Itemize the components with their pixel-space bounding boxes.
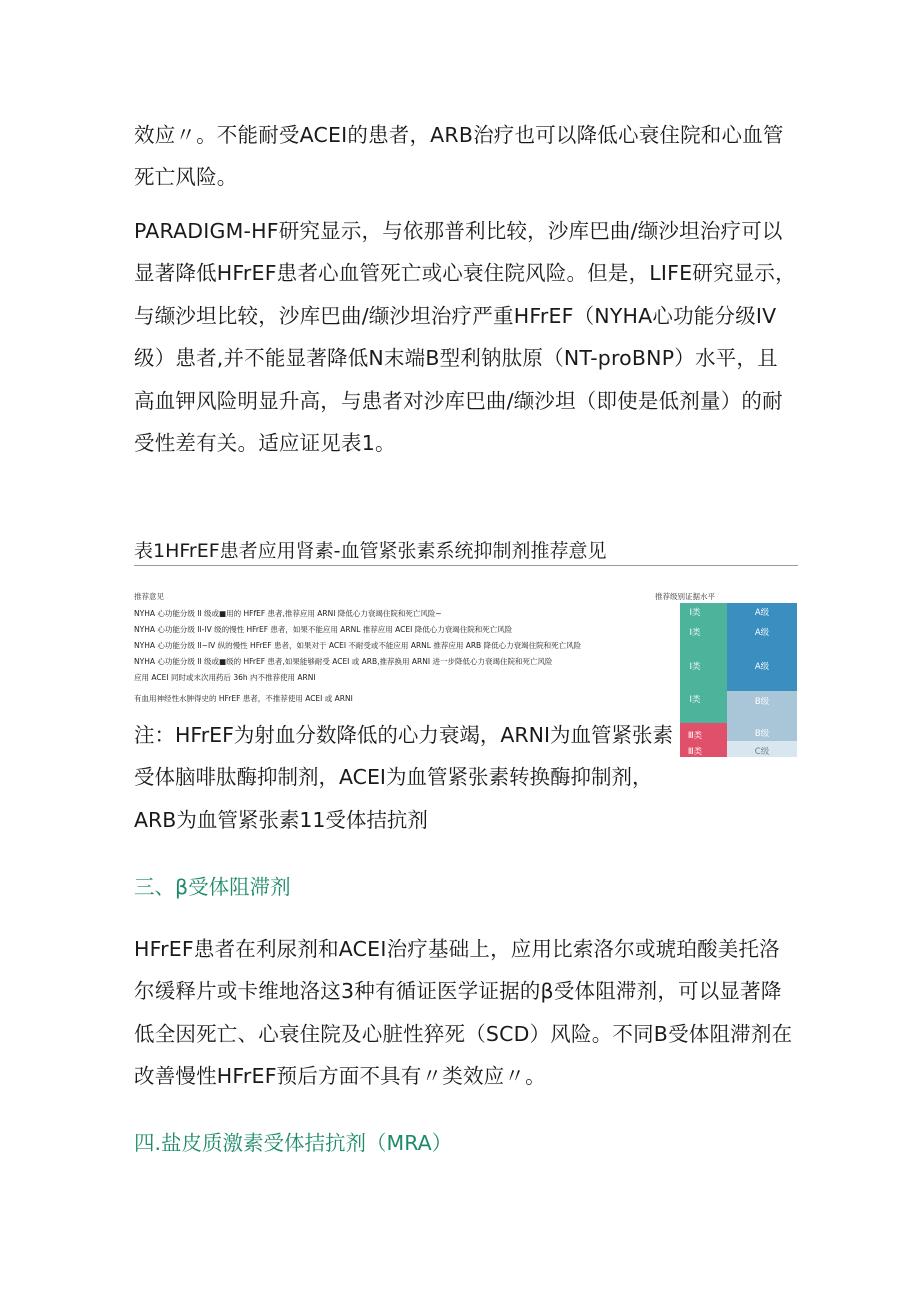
paradigm-paragraph: PARADIGM-HF研究显示，与依那普利比较，沙库巴曲/缬沙坦治疗可以显著降低HFrEF患者心血管死亡或心衰住院风险。但是，LIFE研究显示，与缬沙坦比较，沙库巴曲/缬沙坦治疗严重HFrEF（NYHA心功能分级IV级）患者,并不能显著降低N末端B型利钠肽原（NT-proBNP）水平，且高血钾风险明显升高，与患者对沙库巴曲/缬沙坦（即使是低剂量）的耐受性差有关。适应证见表1。 [134,219,796,456]
table-row: NYHA 心功能分级 II-IV 级的慢性 HFrEF 患者，如果不能应用 ARNL 推荐应用 ACEI 降低心力衰竭住院和死亡风险 [134,625,513,634]
level-label: C级 [754,747,770,757]
section-4-heading: 四.盐皮质激素受体拮抗剂（MRA） [134,1131,453,1155]
class-label: I类 [689,662,701,672]
class-label: I类 [689,695,701,705]
level-label: A级 [754,628,770,638]
table-row: 应用 ACEI 同时或末次用药后 36h 内不推荐使用 ARNI [134,673,316,682]
section-3-heading: 三、β受体阻滞剂 [134,875,291,899]
table-row: NYHA 心功能分级 II 级或■级的 HFrEF 患者,如果能够耐受 ACEI 或 ARB,推荐换用 ARNI 进一步降低心力衰竭住院和死亡风险 [134,657,553,666]
table-row: NYHA 心功能分级 II 级或■用的 HFfEF 患者,推荐应用 ARNI 降低心力衰竭住院和死亡风险~ [134,609,442,618]
level-label: B级 [754,729,770,739]
class-label: Ⅲ类 [687,731,703,741]
level-label: B级 [754,697,770,707]
table-header-recommendation: 推荐意见 [134,592,164,601]
intro-paragraph: 效应〃。不能耐受ACEI的患者，ARB治疗也可以降低心衰住院和心血管死亡风险。 [134,123,784,190]
table-header-grade: 推荐级别证据水平 [655,592,715,601]
table-row: NYHA 心功能分级 II~IV 纵的慢性 HFrEF 患者，如果对于 ACEI 不耐受或不能应用 ARNL 推荐应用 ARB 降低心力衰竭住院和死亡风险 [134,641,582,650]
class-label: I类 [689,628,701,638]
table-row: 有血用神经性水肿得史的 HFrEF 患者，不推荐使用 ACEI 或 ARNI [134,694,353,703]
class-label: I类 [689,608,701,618]
table-top-rule [134,565,798,566]
beta-blocker-paragraph: HFrEF患者在利尿剂和ACEI治疗基础上，应用比索洛尔或琥珀酸美托洛尔缓释片或卡维地洛这3种有循证医学证据的β受体阻滞剂，可以显著降低全因死亡、心衰住院及心脏性猝死（SCD）风险。不同B受体阻滞剂在改善慢性HFrEF预后方面不具有〃类效应〃。 [134,937,793,1089]
table-caption: 表1HFrEF患者应用肾素-血管紧张素系统抑制剂推荐意见 [134,540,607,562]
level-label: A级 [754,662,770,672]
level-label: A级 [754,608,770,618]
class-label: Ⅲ类 [687,747,703,757]
table-note: 注：HFrEF为射血分数降低的心力衰竭，ARNI为血管紧张素受体脑啡肽酶抑制剂，ACEI为血管紧张素转换酶抑制剂，ARB为血管紧张素11受体拮抗剂 [134,723,674,832]
